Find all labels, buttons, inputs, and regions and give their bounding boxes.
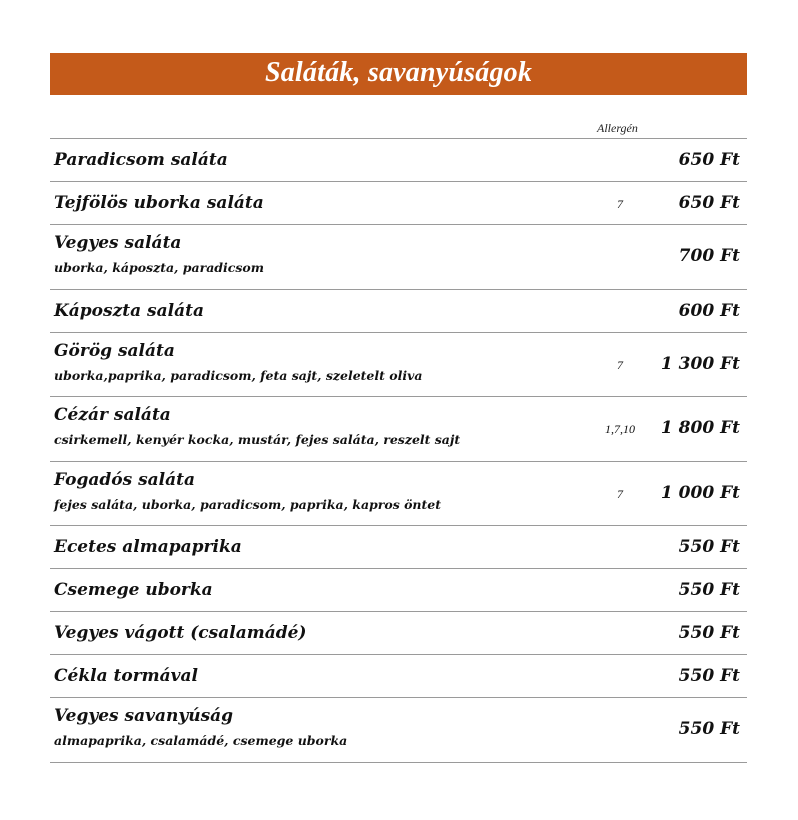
item-name: Ecetes almapaprika xyxy=(54,537,242,557)
item-name: Vegyes saláta xyxy=(54,233,182,253)
item-description: fejes saláta, uborka, paradicsom, paprika, kapros öntet xyxy=(54,496,442,512)
item-allergen: 1,7,10 xyxy=(605,422,635,436)
allergen-column-header: Allergén xyxy=(597,121,638,135)
menu-item xyxy=(50,333,747,398)
menu-list xyxy=(50,138,747,763)
item-name: Káposzta saláta xyxy=(54,300,204,321)
item-name: Görög saláta xyxy=(54,340,175,361)
item-allergen: 7 xyxy=(617,197,623,211)
item-price: 550 Ft xyxy=(678,623,740,643)
item-description: almapaprika, csalamádé, csemege uborka xyxy=(54,733,348,748)
item-description: uborka, káposzta, paradicsom xyxy=(54,260,264,275)
item-name: Vegyes savanyúság xyxy=(54,706,234,726)
item-price: 1 800 Ft xyxy=(660,418,740,438)
item-name: Cékla tormával xyxy=(54,666,199,686)
item-allergen: 7 xyxy=(617,486,623,501)
menu-item xyxy=(50,139,747,182)
item-price: 600 Ft xyxy=(678,300,740,321)
section-header-banner xyxy=(50,53,747,95)
item-price: 1 300 Ft xyxy=(660,353,740,374)
menu-item xyxy=(50,612,747,655)
item-name: Vegyes vágott (csalamádé) xyxy=(54,623,307,643)
item-name: Csemege uborka xyxy=(54,580,213,600)
menu-item xyxy=(50,290,747,333)
menu-item xyxy=(50,526,747,569)
section-title: Saláták, savanyúságok xyxy=(264,57,533,88)
item-name: Cézár saláta xyxy=(54,405,171,425)
item-allergen: 7 xyxy=(617,357,623,372)
item-description: uborka,paprika, paradicsom, feta sajt, szeletelt oliva xyxy=(54,367,423,383)
item-description: csirkemell, kenyér kocka, mustár, fejes saláta, reszelt sajt xyxy=(54,432,461,447)
item-price: 550 Ft xyxy=(678,537,740,557)
menu-item xyxy=(50,182,747,225)
menu-item xyxy=(50,655,747,698)
menu-item xyxy=(50,569,747,612)
menu-item xyxy=(50,397,747,462)
menu-item xyxy=(50,698,747,763)
item-name: Tejfölös uborka saláta xyxy=(54,193,264,213)
item-name: Fogadós saláta xyxy=(54,469,196,490)
menu-item xyxy=(50,225,747,290)
item-price: 550 Ft xyxy=(678,666,740,686)
item-price: 650 Ft xyxy=(678,150,740,170)
menu-item xyxy=(50,462,747,527)
item-price: 550 Ft xyxy=(678,719,740,739)
item-price: 550 Ft xyxy=(678,580,740,600)
item-price: 700 Ft xyxy=(678,246,740,266)
item-name: Paradicsom saláta xyxy=(54,150,228,170)
item-price: 650 Ft xyxy=(678,193,740,213)
item-price: 1 000 Ft xyxy=(660,482,740,503)
